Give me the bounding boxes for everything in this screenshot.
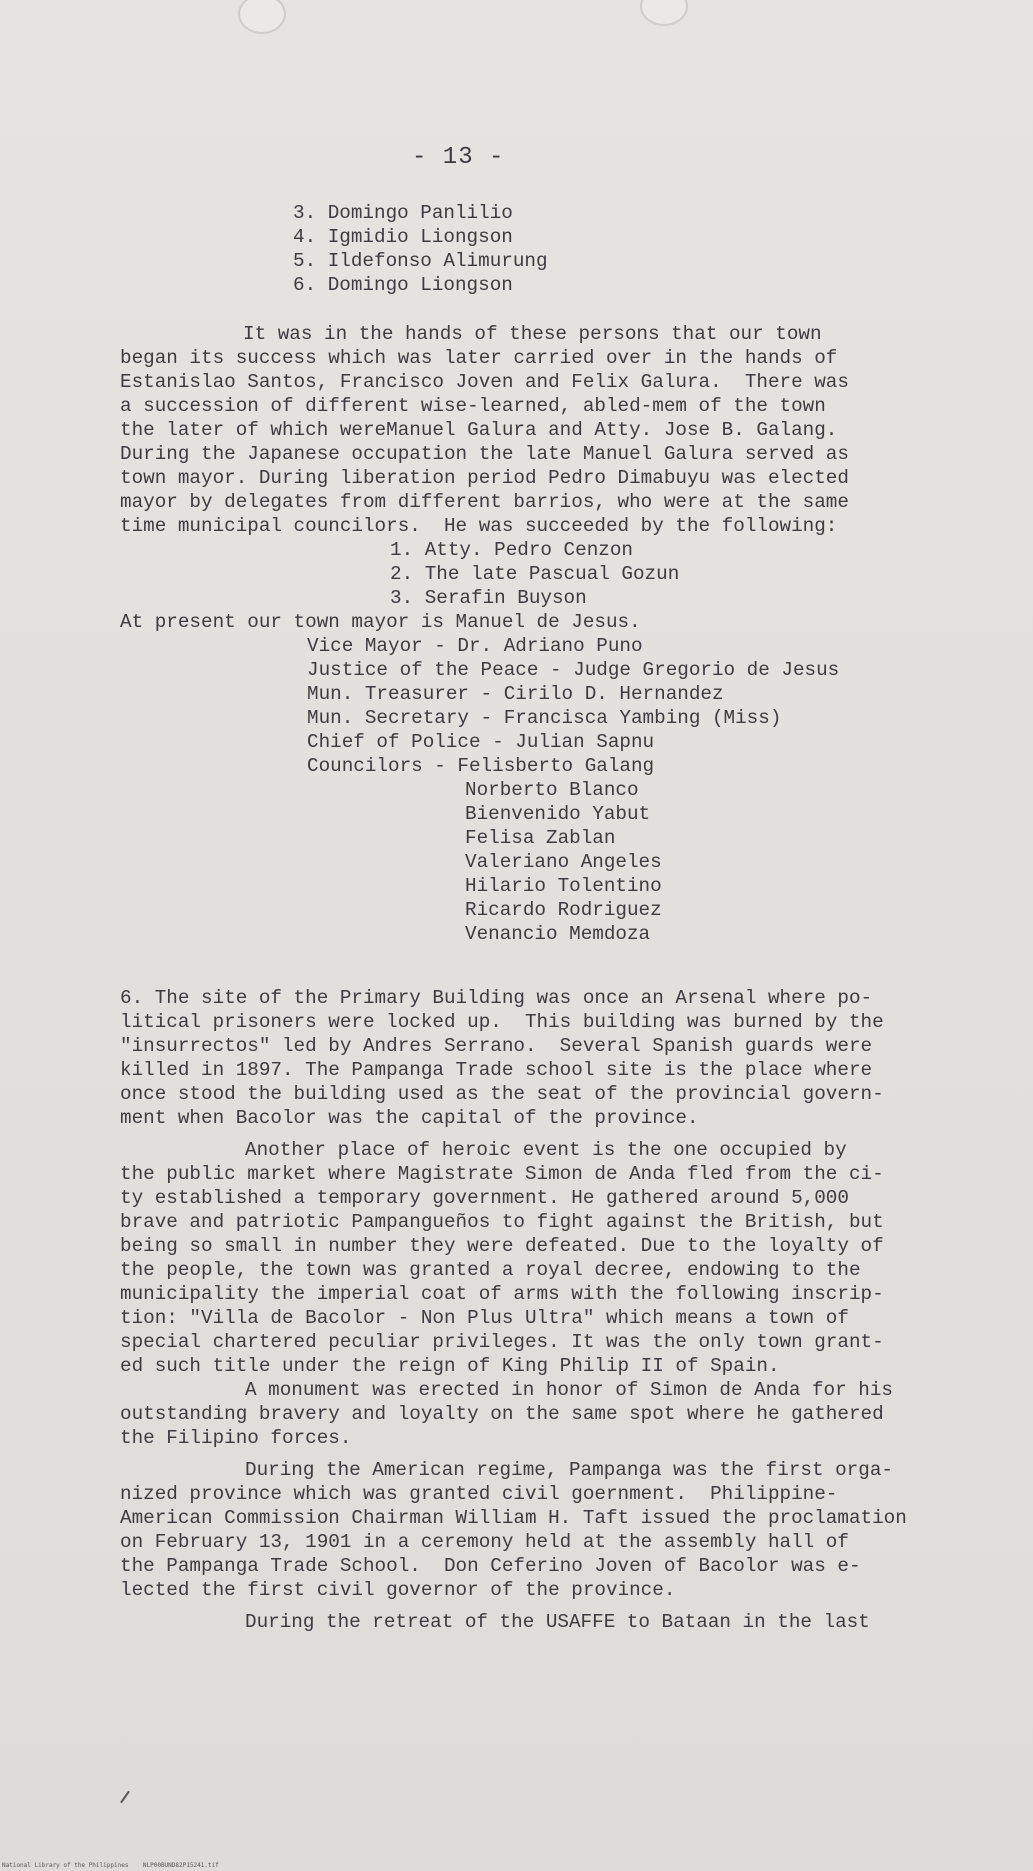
councilor-name: Norberto Blanco bbox=[465, 779, 639, 801]
paragraph-line: nized province which was granted civil goernment. Philippine- bbox=[120, 1483, 838, 1505]
list-item: 1. Atty. Pedro Cenzon bbox=[390, 539, 633, 561]
pen-mark bbox=[120, 1791, 130, 1804]
list-item: 3. Serafin Buyson bbox=[390, 587, 587, 609]
paragraph-line: litical prisoners were locked up. This building was burned by the bbox=[120, 1011, 884, 1033]
paragraph-line: Another place of heroic event is the one occupied by bbox=[245, 1139, 847, 1161]
paragraph-line: time municipal councilors. He was succeeded by the following: bbox=[120, 515, 838, 537]
archive-footer: National Library of the Philippines NLP00BUND82P15241.tif bbox=[2, 1862, 219, 1869]
paragraph-line: special chartered peculiar privileges. It was the only town grant- bbox=[120, 1331, 884, 1353]
list-item: 5. Ildefonso Alimurung bbox=[293, 250, 548, 272]
councilor-name: Bienvenido Yabut bbox=[465, 803, 651, 825]
paragraph-line: the public market where Magistrate Simon de Anda fled from the ci- bbox=[120, 1163, 884, 1185]
paragraph-line: once stood the building used as the seat of the provincial govern- bbox=[120, 1083, 884, 1105]
paragraph-line: ment when Bacolor was the capital of the province. bbox=[120, 1107, 699, 1129]
paragraph-line: brave and patriotic Pampangueños to fight against the British, but bbox=[120, 1211, 884, 1233]
paragraph-line: tion: "Villa de Bacolor - Non Plus Ultra" which means a town of bbox=[120, 1307, 849, 1329]
official-entry: Vice Mayor - Dr. Adriano Puno bbox=[307, 635, 643, 657]
paragraph-line: the people, the town was granted a royal decree, endowing to the bbox=[120, 1259, 861, 1281]
paragraph-line: lected the first civil governor of the province. bbox=[120, 1579, 676, 1601]
paragraph-line: During the Japanese occupation the late Manuel Galura served as bbox=[120, 443, 849, 465]
councilor-name: Felisa Zablan bbox=[465, 827, 616, 849]
paragraph-line: It was in the hands of these persons that our town bbox=[243, 323, 822, 345]
paragraph-line: killed in 1897. The Pampanga Trade school site is the place where bbox=[120, 1059, 873, 1081]
councilor-name: Valeriano Angeles bbox=[465, 851, 662, 873]
paragraph-line: ty established a temporary government. He gathered around 5,000 bbox=[120, 1187, 849, 1209]
list-item: 2. The late Pascual Gozun bbox=[390, 563, 680, 585]
paragraph-line: American Commission Chairman William H. Taft issued the proclamation bbox=[120, 1507, 907, 1529]
paragraph-line: municipality the imperial coat of arms with the following inscrip- bbox=[120, 1283, 884, 1305]
official-entry: Mun. Secretary - Francisca Yambing (Miss) bbox=[307, 707, 782, 729]
paragraph-line: mayor by delegates from different barrios, who were at the same bbox=[120, 491, 849, 513]
list-item: 4. Igmidio Liongson bbox=[293, 226, 513, 248]
present-mayor-line: At present our town mayor is Manuel de Jesus. bbox=[120, 611, 641, 633]
paragraph-line: "insurrectos" led by Andres Serrano. Several Spanish guards were bbox=[120, 1035, 873, 1057]
paragraph-line: During the retreat of the USAFFE to Bataan in the last bbox=[245, 1611, 870, 1633]
punch-hole bbox=[640, 0, 688, 26]
page-number: - 13 - bbox=[412, 144, 505, 171]
official-entry: Councilors - Felisberto Galang bbox=[307, 755, 655, 777]
paragraph-line: town mayor. During liberation period Pedro Dimabuyu was elected bbox=[120, 467, 849, 489]
paragraph-line: outstanding bravery and loyalty on the same spot where he gathered bbox=[120, 1403, 884, 1425]
list-item: 3. Domingo Panlilio bbox=[293, 202, 513, 224]
paragraph-line: A monument was erected in honor of Simon de Anda for his bbox=[245, 1379, 893, 1401]
paragraph-line: the later of which wereManuel Galura and Atty. Jose B. Galang. bbox=[120, 419, 838, 441]
paragraph-line: began its success which was later carried over in the hands of bbox=[120, 347, 838, 369]
councilor-name: Hilario Tolentino bbox=[465, 875, 662, 897]
paragraph-line: the Pampanga Trade School. Don Ceferino Joven of Bacolor was e- bbox=[120, 1555, 861, 1577]
list-item: 6. Domingo Liongson bbox=[293, 274, 513, 296]
paragraph-line: a succession of different wise-learned, abled-mem of the town bbox=[120, 395, 826, 417]
paragraph-line: ed such title under the reign of King Philip II of Spain. bbox=[120, 1355, 780, 1377]
punch-hole bbox=[238, 0, 286, 34]
paragraph-line: the Filipino forces. bbox=[120, 1427, 352, 1449]
paragraph-line: Estanislao Santos, Francisco Joven and Felix Galura. There was bbox=[120, 371, 849, 393]
councilor-name: Venancio Memdoza bbox=[465, 923, 651, 945]
official-entry: Chief of Police - Julian Sapnu bbox=[307, 731, 655, 753]
councilor-name: Ricardo Rodriguez bbox=[465, 899, 662, 921]
paragraph-line: on February 13, 1901 in a ceremony held at the assembly hall of bbox=[120, 1531, 849, 1553]
paragraph-line: 6. The site of the Primary Building was once an Arsenal where po- bbox=[120, 987, 873, 1009]
official-entry: Justice of the Peace - Judge Gregorio de Jesus bbox=[307, 659, 840, 681]
official-entry: Mun. Treasurer - Cirilo D. Hernandez bbox=[307, 683, 724, 705]
paragraph-line: During the American regime, Pampanga was the first orga- bbox=[245, 1459, 893, 1481]
paragraph-line: being so small in number they were defeated. Due to the loyalty of bbox=[120, 1235, 884, 1257]
